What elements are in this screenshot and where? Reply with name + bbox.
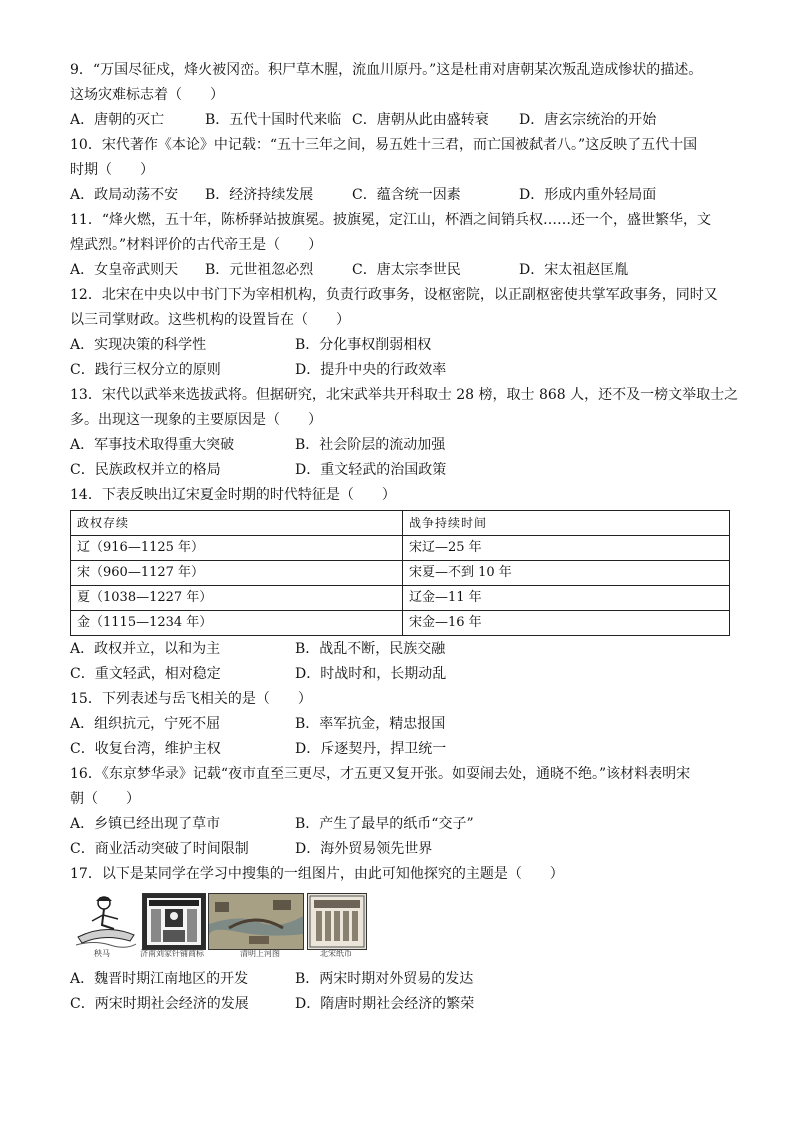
table-cell: 宋夏—不到 10 年 [403, 561, 730, 586]
option-d[interactable]: D．时战时和，长期动乱 [295, 666, 447, 682]
option-c[interactable]: C．两宋时期社会经济的发展 [70, 996, 249, 1012]
table-cell: 辽（916—1125 年） [71, 536, 403, 561]
question-text: 14．下表反映出辽宋夏金时期的时代特征是（ ） [70, 487, 396, 503]
caption-yangma: 秧马 [94, 949, 110, 958]
question-text: 17．以下是某同学在学习中搜集的一组图片，由此可知他探究的主题是（ ） [70, 866, 564, 882]
option-d[interactable]: D．唐玄宗统治的开始 [519, 112, 657, 128]
question-9 [70, 58, 730, 133]
question-text: 10．宋代著作《本论》中记载：“五十三年之间，易五姓十三君，而亡国被弑者八。”这反映了五代十国 [70, 137, 698, 153]
options-row [70, 358, 730, 383]
question-12 [70, 283, 730, 383]
option-a[interactable]: A．乡镇已经出现了草市 [70, 816, 221, 832]
table-header-cell: 战争持续时间 [403, 511, 730, 536]
option-b[interactable]: B．元世祖忽必烈 [205, 262, 314, 278]
option-c[interactable]: C．践行三权分立的原则 [70, 362, 221, 378]
option-a[interactable]: A．唐朝的灭亡 [70, 112, 165, 128]
option-b[interactable]: B．分化事权削弱相权 [295, 337, 432, 353]
yangma-picture [74, 893, 138, 948]
options-row [70, 737, 730, 762]
options-row [70, 458, 730, 483]
question-text: 13．宋代以武举来选拔武将。但据研究，北宋武举共开科取士 28 榜，取士 868 人，还不及一榜文举取士之 [70, 387, 739, 403]
option-c[interactable]: C．唐太宗李世民 [352, 262, 461, 278]
table-cell: 金（1115—1234 年） [71, 611, 403, 636]
table-row [71, 586, 730, 611]
option-d[interactable]: D．宋太祖赵匡胤 [519, 262, 629, 278]
option-d[interactable]: D．隋唐时期社会经济的繁荣 [295, 996, 475, 1012]
options-row [70, 183, 730, 208]
option-b[interactable]: B．经济持续发展 [205, 187, 314, 203]
options-row [70, 433, 730, 458]
option-d[interactable]: D．海外贸易领先世界 [295, 841, 433, 857]
option-a[interactable]: A．政局动荡不安 [70, 187, 179, 203]
question-15 [70, 687, 730, 762]
option-a[interactable]: A．政权并立，以和为主 [70, 641, 221, 657]
question-10 [70, 133, 730, 208]
option-a[interactable]: A．女皇帝武则天 [70, 262, 179, 278]
question-text: 时期（ ） [70, 162, 154, 178]
option-b[interactable]: B．两宋时期对外贸易的发达 [295, 971, 474, 987]
question-16 [70, 762, 730, 862]
question-text: 这场灾难标志着（ ） [70, 87, 224, 103]
option-d[interactable]: D．提升中央的行政效率 [295, 362, 447, 378]
table-cell: 辽金—11 年 [403, 586, 730, 611]
question-13 [70, 383, 739, 483]
table-header-cell: 政权存续 [71, 511, 403, 536]
question-17 [70, 862, 730, 1017]
picture-strip [70, 887, 730, 967]
exam-page [70, 58, 739, 1017]
question-text: 15．下列表述与岳飞相关的是（ ） [70, 691, 312, 707]
question-text: 多。出现这一现象的主要原因是（ ） [70, 412, 322, 428]
caption-qingming: 清明上河图 [240, 949, 280, 958]
option-c[interactable]: C．收复台湾，维护主权 [70, 741, 221, 757]
option-d[interactable]: D．重文轻武的治国政策 [295, 462, 447, 478]
option-d[interactable]: D．斥逐契丹，捍卫统一 [295, 741, 447, 757]
option-b[interactable]: B．社会阶层的流动加强 [295, 437, 446, 453]
table-header-row [71, 511, 730, 536]
options-row [70, 967, 730, 992]
table-row [71, 561, 730, 586]
options-row [70, 662, 730, 687]
option-c[interactable]: C．商业活动突破了时间限制 [70, 841, 249, 857]
question-text: 16．《东京梦华录》记载“夜市直至三更尽，才五更又复开张。如耍闹去处，通晓不绝。”该材料表明宋 [70, 766, 691, 782]
option-a[interactable]: A．实现决策的科学性 [70, 337, 207, 353]
options-row [70, 812, 730, 837]
paper-money-picture [307, 893, 367, 950]
table-cell: 宋辽—25 年 [403, 536, 730, 561]
question-11 [70, 208, 730, 283]
question-text: 9．“万国尽征戍，烽火被冈峦。积尸草木腥，流血川原丹。”这是杜甫对唐朝某次叛乱造成惨状的描述。 [70, 62, 703, 78]
options-row [70, 992, 730, 1017]
caption-paper-money: 北宋纸币 [320, 949, 352, 958]
trademark-picture [142, 893, 206, 950]
question-text: 煌武烈。”材料评价的古代帝王是（ ） [70, 237, 323, 253]
option-c[interactable]: C．民族政权并立的格局 [70, 462, 221, 478]
caption-trademark: 济南刘家针铺商标 [140, 949, 204, 958]
options-row [70, 712, 730, 737]
option-d[interactable]: D．形成内重外轻局面 [519, 187, 657, 203]
option-b[interactable]: B．产生了最早的纸币“交子” [295, 816, 474, 832]
regime-war-table [70, 510, 730, 636]
option-c[interactable]: C．蕴含统一因素 [352, 187, 461, 203]
option-c[interactable]: C．重文轻武，相对稳定 [70, 666, 221, 682]
table-cell: 宋（960—1127 年） [71, 561, 403, 586]
option-a[interactable]: A．组织抗元，宁死不屈 [70, 716, 221, 732]
qingming-scroll-picture [208, 893, 304, 950]
table-cell: 夏（1038—1227 年） [71, 586, 403, 611]
option-a[interactable]: A．军事技术取得重大突破 [70, 437, 235, 453]
option-b[interactable]: B．战乱不断，民族交融 [295, 641, 446, 657]
question-text: 朝（ ） [70, 791, 140, 807]
option-b[interactable]: B．率军抗金，精忠报国 [295, 716, 446, 732]
options-row [70, 837, 730, 862]
question-14 [70, 483, 730, 687]
options-row [70, 637, 730, 662]
option-a[interactable]: A．魏晋时期江南地区的开发 [70, 971, 249, 987]
table-row [71, 611, 730, 636]
option-c[interactable]: C．唐朝从此由盛转衰 [352, 112, 489, 128]
table-row [71, 536, 730, 561]
question-text: 11．“烽火燃，五十年，陈桥驿站披旗冕。披旗冕，定江山，杯酒之间销兵权……还一个，盛世繁华，文 [70, 212, 711, 228]
table-cell: 宋金—16 年 [403, 611, 730, 636]
options-row [70, 333, 730, 358]
options-row [70, 258, 730, 283]
options-row [70, 108, 730, 133]
option-b[interactable]: B．五代十国时代来临 [205, 112, 342, 128]
question-text: 12．北宋在中央以中书门下为宰相机构，负责行政事务，设枢密院，以正副枢密使共掌军政事务，同时又 [70, 287, 718, 303]
question-text: 以三司掌财政。这些机构的设置旨在（ ） [70, 312, 350, 328]
